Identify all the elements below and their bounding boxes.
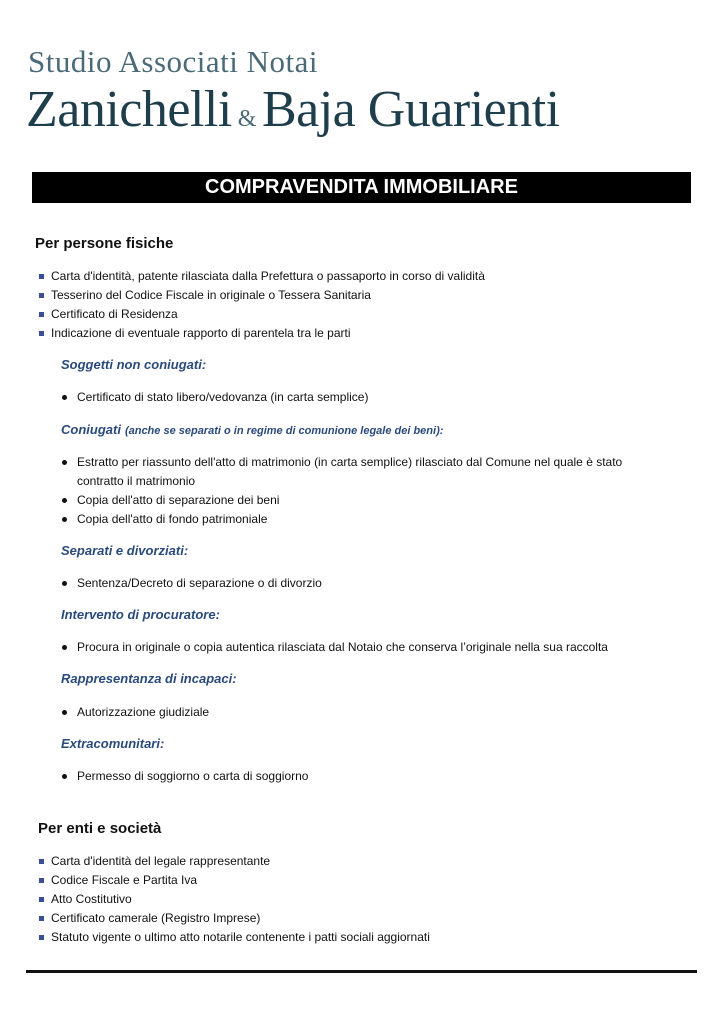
coniugati-list <box>61 453 661 529</box>
non-coniugati-list <box>61 388 661 407</box>
list-item: Certificato camerale (Registro Imprese) <box>38 909 430 928</box>
incapaci-list <box>61 703 661 722</box>
subheading-separati-divorziati: Separati e divorziati: <box>61 543 189 558</box>
firm-name-line2 <box>26 80 560 139</box>
subheading-extracomunitari: Extracomunitari: <box>61 736 165 751</box>
firm-name-zanichelli: Zanichelli <box>26 81 232 138</box>
bottom-divider <box>26 970 697 973</box>
extracomunitari-list <box>61 767 661 786</box>
section-heading-enti-societa: Per enti e società <box>38 820 162 837</box>
document-title: COMPRAVENDITA IMMOBILIARE <box>32 172 691 203</box>
subheading-coniugati-label: Coniugati <box>61 422 121 437</box>
firm-name-ampersand: & <box>237 106 256 132</box>
list-item: Autorizzazione giudiziale <box>61 703 661 722</box>
list-item: Permesso di soggiorno o carta di soggiorno <box>61 767 661 786</box>
list-item: Certificato di stato libero/vedovanza (in carta semplice) <box>61 388 661 407</box>
firm-name-line1: Studio Associati Notai <box>28 44 318 79</box>
list-item: Indicazione di eventuale rapporto di parentela tra le parti <box>38 324 485 343</box>
list-item: Carta d'identità del legale rappresentante <box>38 852 430 871</box>
procuratore-list <box>61 638 661 657</box>
list-item: Tesserino del Codice Fiscale in originale o Tessera Sanitaria <box>38 286 485 305</box>
list-item: Statuto vigente o ultimo atto notarile contenente i patti sociali aggiornati <box>38 928 430 947</box>
list-item: Sentenza/Decreto di separazione o di divorzio <box>61 574 661 593</box>
list-item: Atto Costitutivo <box>38 890 430 909</box>
subheading-non-coniugati: Soggetti non coniugati: <box>61 357 207 372</box>
subheading-incapaci: Rappresentanza di incapaci: <box>61 671 237 686</box>
list-item: Estratto per riassunto dell'atto di matrimonio (in carta semplice) rilasciato dal Comune nel quale è stato contratto il matrimonio <box>61 453 661 491</box>
list-item: Procura in originale o copia autentica rilasciata dal Notaio che conserva l’originale nella sua raccolta <box>61 638 661 657</box>
list-item: Codice Fiscale e Partita Iva <box>38 871 430 890</box>
list-item: Copia dell'atto di fondo patrimoniale <box>61 510 661 529</box>
subheading-coniugati <box>61 422 443 437</box>
firm-name-baja-guarienti: Baja Guarienti <box>261 81 560 138</box>
section-heading-persone-fisiche: Per persone fisiche <box>35 235 174 252</box>
list-item: Copia dell'atto di separazione dei beni <box>61 491 661 510</box>
list-item: Certificato di Residenza <box>38 305 485 324</box>
persone-fisiche-list <box>38 267 485 343</box>
subheading-procuratore: Intervento di procuratore: <box>61 607 220 622</box>
enti-societa-list <box>38 852 430 947</box>
subheading-coniugati-note: (anche se separati o in regime di comunione legale dei beni): <box>124 425 444 437</box>
list-item: Carta d'identità, patente rilasciata dalla Prefettura o passaporto in corso di validità <box>38 267 485 286</box>
separati-list <box>61 574 661 593</box>
